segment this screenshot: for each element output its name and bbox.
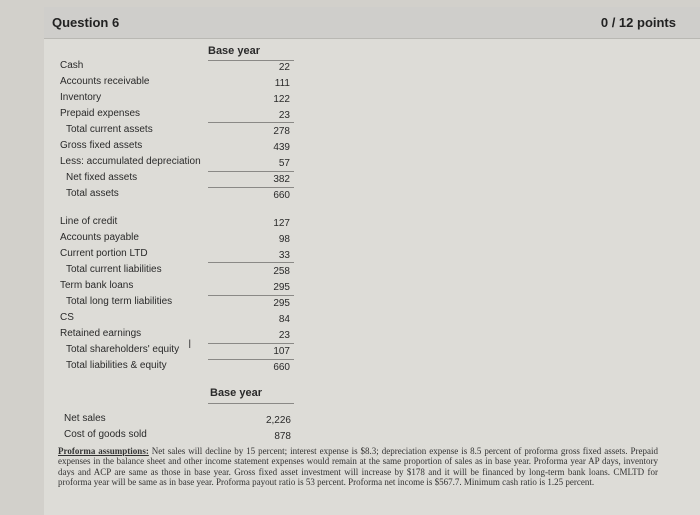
asset-value: 122 [273,94,290,105]
income-label: Cost of goods sold [64,429,147,440]
asset-value: 22 [278,62,290,73]
asset-subtotal-value: 278 [273,126,290,137]
income-value: 2,226 [265,415,291,426]
liability-value: 127 [273,218,290,229]
liability-subtotal-label: Total current liabilities [66,264,162,275]
assumptions-lead: Proforma assumptions: [58,446,149,456]
asset-label: Less: accumulated depreciation [60,156,201,167]
liabilities-total-value: 660 [273,362,290,373]
equity-subtotal-value: 107 [273,346,290,357]
header-underline [208,403,294,404]
asset-label: Accounts receivable [60,76,150,87]
question-card [44,7,700,515]
question-title: Question 6 [52,15,120,30]
subtotal-line [208,262,294,263]
equity-value: 84 [278,314,290,325]
asset-value: 111 [274,78,290,89]
asset-value: 439 [273,142,290,153]
liability-label: Current portion LTD [60,248,148,259]
income-value: 878 [274,431,291,442]
asset-label: Prepaid expenses [60,108,141,119]
liability-subtotal-value: 295 [273,298,290,309]
asset-value: 23 [278,110,290,121]
subtotal-line [208,343,294,344]
text-cursor-icon: I [188,337,192,351]
liability-value: 33 [278,250,290,261]
equity-value: 23 [278,330,290,341]
income-column-header: Base year [210,387,262,399]
asset-subtotal-value: 382 [273,174,290,185]
liability-subtotal-label: Total long term liabilities [66,296,173,307]
asset-subtotal-label: Net fixed assets [66,172,138,183]
subtotal-line [208,122,294,123]
subtotal-line [208,187,294,188]
liability-value: 98 [278,234,290,245]
subtotal-line [208,171,294,172]
proforma-assumptions [58,446,658,488]
equity-subtotal-label: Total shareholders' equity [66,344,180,355]
liability-subtotal-value: 258 [273,266,290,277]
asset-total-value: 660 [273,190,290,201]
assumptions-text: Net sales will decline by 15 percent; interest expense is $8.3; depreciation expense is 8.5 percent of proforma gross fixed assets. Prepaid expenses in the balance sheet and other income statement expenses would remain at the same proportion of sales as in base year. Proforma year AP days, inventory days and ACP are same as those in base year. Gross fixed asset investment will increase by $178 and it will be financed by long-term bank loans. CMLTD for proforma year will be same as in base year. Proforma payout ratio is 53 percent. Proforma net income is $567.7. Minimum cash ratio is 1.25 percent. [58,446,658,488]
header-underline [208,60,294,61]
income-label: Net sales [64,413,106,424]
question-points: 0 / 12 points [600,15,676,30]
asset-label: Gross fixed assets [60,140,143,151]
asset-value: 57 [278,158,290,169]
subtotal-line [208,295,294,296]
asset-label: Inventory [60,92,102,103]
asset-subtotal-label: Total current assets [66,124,153,135]
balance-sheet-column-header: Base year [208,45,260,57]
liability-label: Line of credit [60,216,118,227]
asset-total-label: Total assets [66,188,119,199]
liability-label: Accounts payable [60,232,139,243]
question-header [44,7,700,39]
liabilities-total-label: Total liabilities & equity [66,360,167,371]
subtotal-line [208,359,294,360]
equity-label: Retained earnings [60,328,142,339]
asset-label: Cash [60,60,84,71]
liability-value: 295 [273,282,290,293]
equity-label: CS [60,312,74,323]
liability-label: Term bank loans [60,280,134,291]
